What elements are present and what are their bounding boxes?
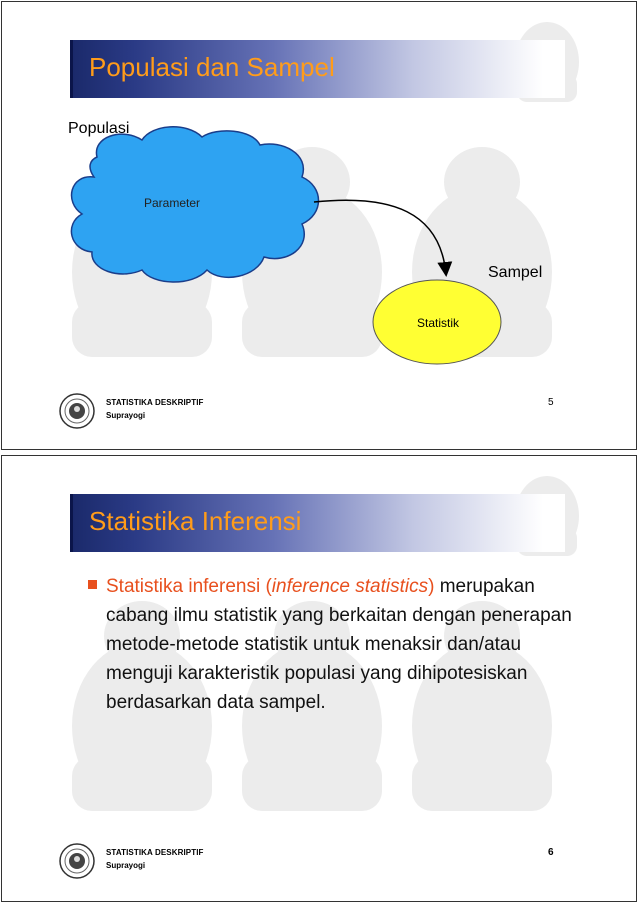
itb-logo-icon <box>58 392 96 430</box>
bullet-term: inference statistics <box>271 576 429 597</box>
itb-logo-icon <box>58 842 96 880</box>
page-number: 5 <box>548 397 554 408</box>
bullet-paragraph <box>106 572 576 717</box>
statistic-label: Statistik <box>417 316 460 330</box>
population-label: Populasi <box>68 120 130 137</box>
page-number: 6 <box>548 847 554 858</box>
slide-title: Statistika Inferensi <box>89 506 302 536</box>
footer-author: Suprayogi <box>106 861 146 870</box>
slide-statistika-inferensi <box>1 455 637 902</box>
footer-course: STATISTIKA DESKRIPTIF <box>106 398 204 407</box>
slide-title: Populasi dan Sampel <box>89 52 335 82</box>
sample-label: Sampel <box>488 264 543 281</box>
title-bar <box>70 494 565 552</box>
footer-author: Suprayogi <box>106 411 146 420</box>
footer-course: STATISTIKA DESKRIPTIF <box>106 848 204 857</box>
bullet-lead-end: ) <box>428 576 435 597</box>
bullet-lead: Statistika inferensi ( <box>106 576 272 597</box>
inference-arrow <box>314 200 446 274</box>
bullet-body: merupakan cabang ilmu statistik yang berkaitan dengan penerapan metode-metode statistik untuk menaksir dan/atau menguji karakteristik populasi yang dihipotesiskan berdasarkan data sampel. <box>106 576 572 713</box>
slide-populasi-dan-sampel <box>1 1 637 450</box>
population-sample-diagram <box>2 2 636 449</box>
parameter-label: Parameter <box>144 196 201 210</box>
bullet-marker <box>88 580 97 589</box>
